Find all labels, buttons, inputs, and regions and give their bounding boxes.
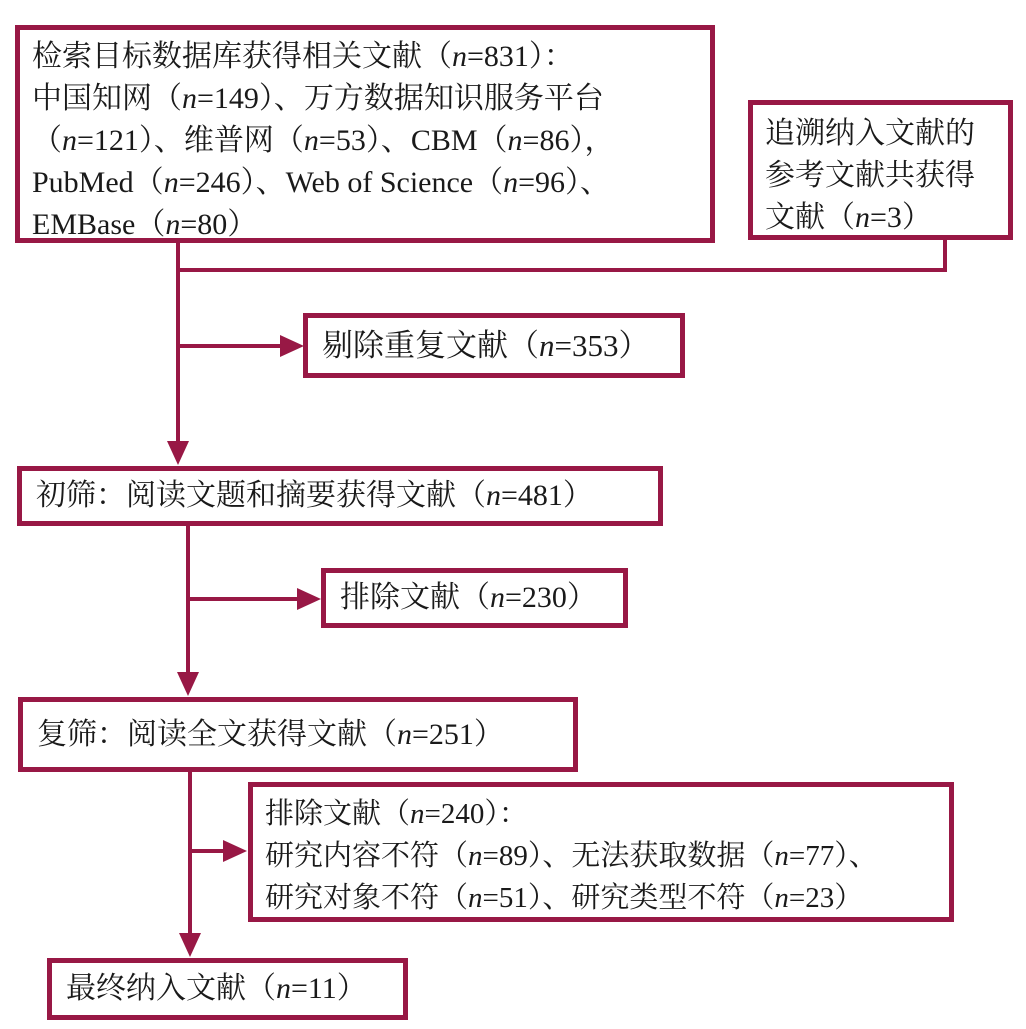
connector-search-to-initial [176, 243, 180, 443]
connector-branch-to-excluded2 [188, 849, 226, 853]
connector-trace-vertical [943, 240, 947, 272]
arrowhead-down-icon [177, 672, 199, 696]
arrowhead-down-icon [167, 441, 189, 465]
box-final-included: 最终纳入文献（ n =11） [47, 958, 408, 1020]
connector-branch-to-dedup [176, 344, 284, 348]
box-initial-screening: 初筛：阅读文题和摘要获得文献（ n =481） [17, 466, 663, 526]
arrowhead-down-icon [179, 933, 201, 957]
connector-branch-to-excluded1 [186, 597, 301, 601]
connector-trace-merge-horizontal [176, 268, 947, 272]
arrowhead-right-icon [223, 840, 247, 862]
box-excluded-after-fulltext: 排除文献（n=240）： 研究内容不符（n=89）、无法获取数据（n=77）、 研究对象不符（n=51）、研究类型不符（n=23） [248, 782, 954, 922]
box-database-search-results: 检索目标数据库获得相关文献（n=831）： 中国知网（n=149）、万方数据知识服务平台 （n=121）、维普网（n=53）、CBM（n=86）， PubMed（n=246）、Web of Science（n=96）、 EMBase（n=80） [15, 25, 715, 243]
arrowhead-right-icon [280, 335, 304, 357]
box-reference-tracing: 追溯纳入文献的 参考文献共获得 文献（n=3） [748, 100, 1013, 240]
box-fulltext-screening: 复筛：阅读全文获得文献（ n =251） [18, 697, 578, 772]
box-duplicates-removed: 剔除重复文献（ n =353） [303, 313, 685, 378]
box-excluded-after-initial-screening: 排除文献（ n =230） [321, 568, 628, 628]
connector-fulltext-to-final [188, 772, 192, 934]
arrowhead-right-icon [297, 588, 321, 610]
